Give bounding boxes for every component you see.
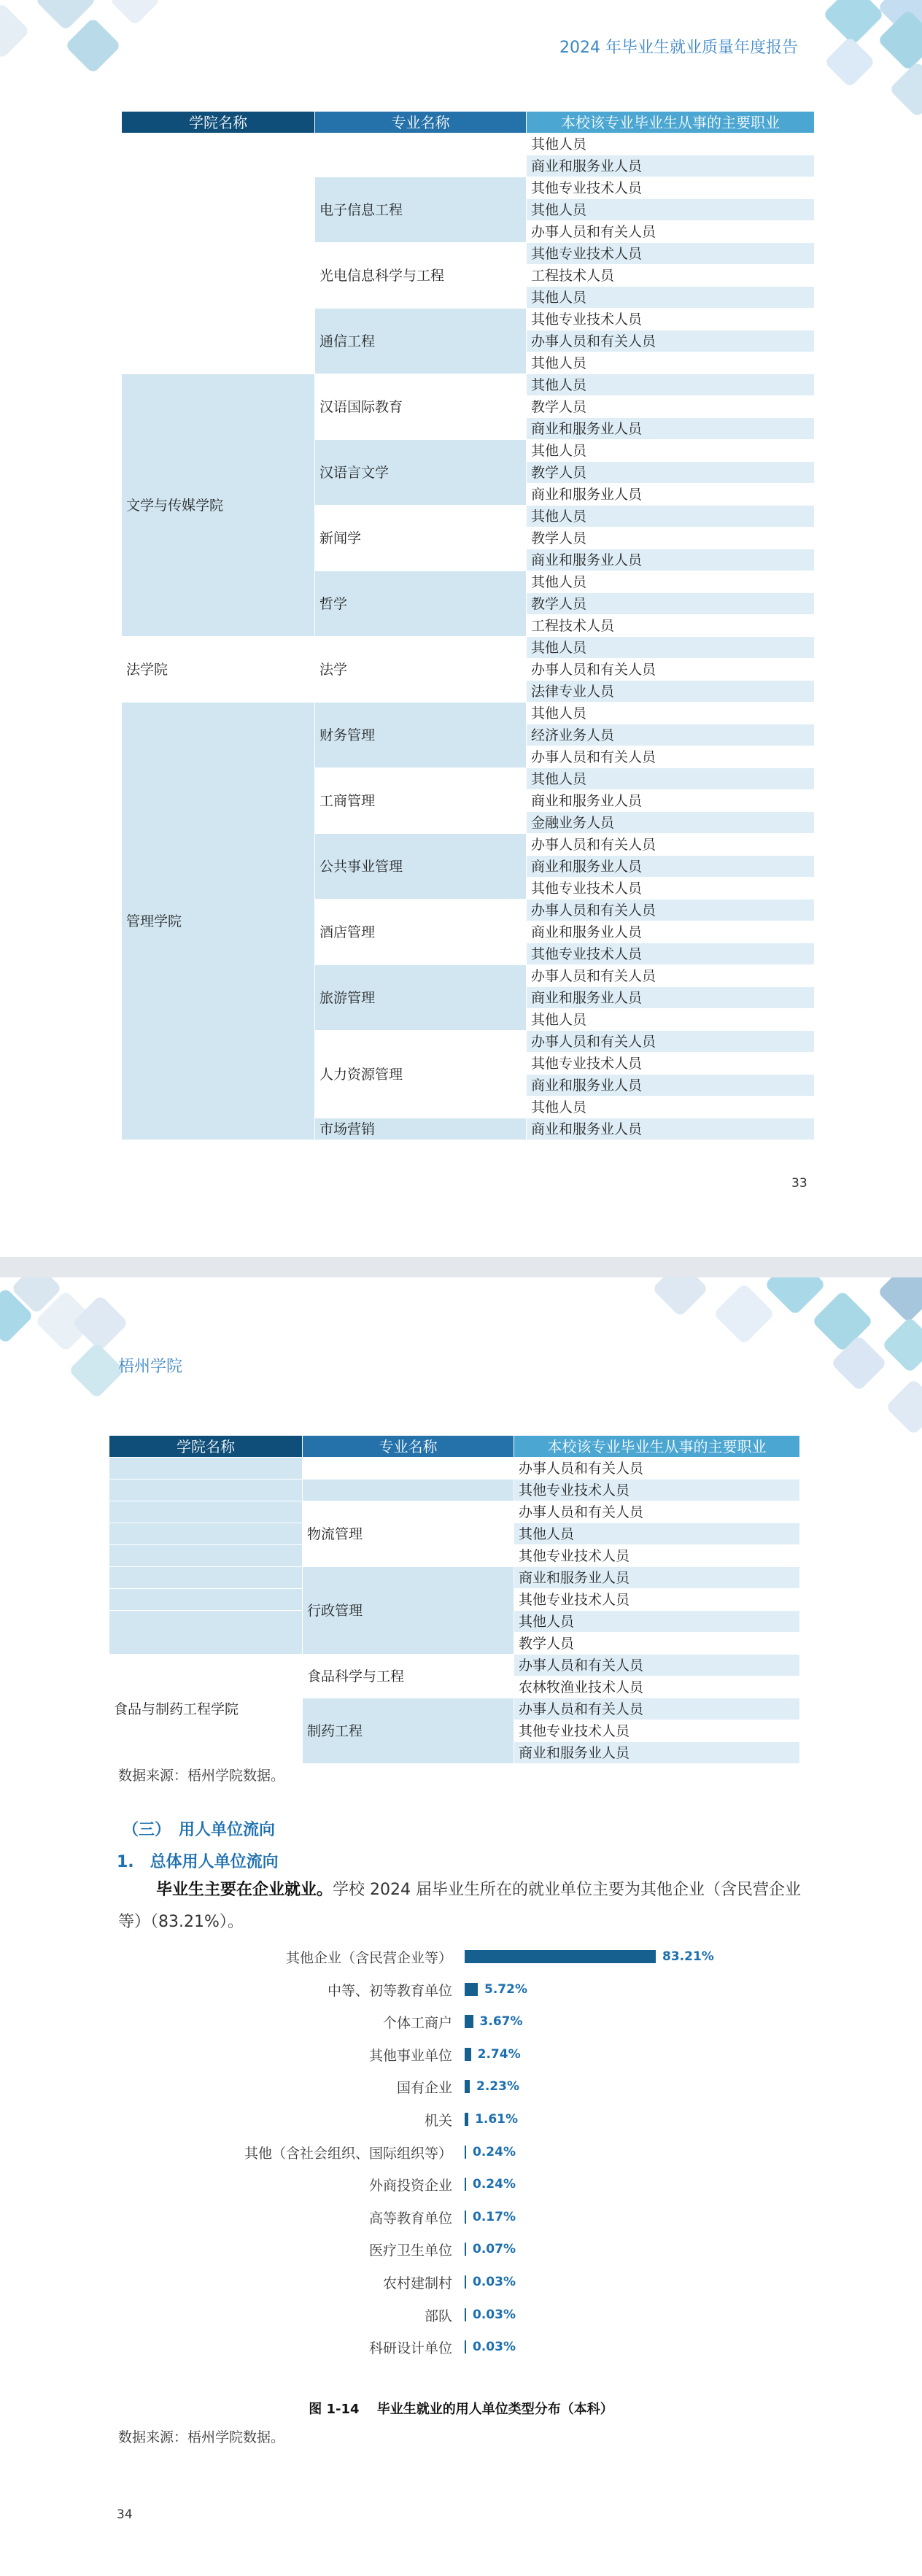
occupation-cell: 其他专业技术人员 bbox=[514, 1720, 800, 1742]
column-header: 本校该专业毕业生从事的主要职业 bbox=[514, 1436, 800, 1458]
data-label: 3.67% bbox=[479, 2014, 523, 2030]
bar bbox=[465, 2178, 466, 2191]
data-label: 0.03% bbox=[473, 2307, 516, 2322]
occupation-cell: 其他人员 bbox=[527, 287, 815, 309]
major-cell: 行政管理 bbox=[303, 1567, 514, 1655]
category-label: 医疗卫生单位 bbox=[368, 2243, 452, 2259]
occupation-cell: 办事人员和有关人员 bbox=[527, 221, 815, 243]
major-cell: 汉语国际教育 bbox=[315, 374, 527, 440]
occupation-cell: 办事人员和有关人员 bbox=[527, 1031, 815, 1053]
occupation-cell: 商业和服务业人员 bbox=[514, 1742, 800, 1764]
major-cell: 食品科学与工程 bbox=[303, 1655, 514, 1698]
college-cell bbox=[109, 1501, 303, 1523]
occupation-table bbox=[121, 111, 815, 1140]
college-cell bbox=[109, 1480, 303, 1501]
column-header: 学院名称 bbox=[122, 112, 315, 134]
paragraph-lead: 毕业生主要在企业就业。 bbox=[156, 1881, 333, 1899]
bar bbox=[465, 2113, 468, 2126]
occupation-cell: 其他人员 bbox=[514, 1611, 800, 1633]
table-row bbox=[109, 1567, 800, 1589]
occupation-cell: 工程技术人员 bbox=[527, 265, 815, 287]
data-label: 83.21% bbox=[662, 1949, 714, 1964]
occupation-cell: 办事人员和有关人员 bbox=[514, 1458, 800, 1480]
major-cell: 光电信息科学与工程 bbox=[315, 243, 527, 309]
college-cell bbox=[109, 1567, 303, 1589]
figure-source-note: 数据来源：梧州学院数据。 bbox=[118, 2429, 285, 2445]
occupation-cell: 其他专业技术人员 bbox=[527, 1053, 815, 1075]
bar bbox=[465, 2015, 473, 2028]
data-label: 0.03% bbox=[473, 2340, 516, 2355]
occupation-cell: 农林牧渔业技术人员 bbox=[514, 1676, 800, 1698]
category-label: 外商投资企业 bbox=[368, 2178, 452, 2194]
running-header: 梧州学院 bbox=[118, 1358, 183, 1376]
data-label: 0.03% bbox=[473, 2275, 516, 2289]
occupation-cell: 其他专业技术人员 bbox=[527, 309, 815, 330]
occupation-cell: 商业和服务业人员 bbox=[527, 987, 815, 1009]
occupation-cell: 其他人员 bbox=[527, 199, 815, 221]
major-cell: 市场营销 bbox=[315, 1118, 527, 1140]
bar bbox=[465, 2340, 466, 2353]
occupation-cell: 法律专业人员 bbox=[527, 681, 815, 703]
bar bbox=[465, 2243, 466, 2256]
bar bbox=[465, 2080, 470, 2093]
occupation-cell: 商业和服务业人员 bbox=[514, 1567, 800, 1589]
occupation-cell: 其他专业技术人员 bbox=[514, 1480, 800, 1501]
data-label: 0.24% bbox=[473, 2177, 516, 2192]
occupation-table-continued bbox=[109, 1435, 800, 1764]
occupation-cell: 其他人员 bbox=[527, 571, 815, 593]
occupation-cell: 办事人员和有关人员 bbox=[527, 965, 815, 987]
data-label: 2.23% bbox=[476, 2079, 519, 2095]
category-label: 机关 bbox=[424, 2113, 452, 2129]
occupation-cell: 商业和服务业人员 bbox=[527, 484, 815, 506]
running-header: 2024 年毕业生就业质量年度报告 bbox=[559, 39, 798, 57]
bar bbox=[465, 2146, 466, 2159]
major-cell: 法学 bbox=[315, 637, 527, 703]
major-cell: 制药工程 bbox=[303, 1698, 514, 1764]
column-header: 本校该专业毕业生从事的主要职业 bbox=[527, 112, 815, 134]
category-label: 中等、初等教育单位 bbox=[327, 1982, 452, 1999]
category-label: 国有企业 bbox=[396, 2080, 452, 2097]
major-cell: 通信工程 bbox=[315, 309, 527, 374]
bar bbox=[465, 2308, 466, 2321]
major-cell: 汉语言文学 bbox=[315, 440, 527, 506]
occupation-cell: 其他人员 bbox=[527, 440, 815, 462]
occupation-cell: 商业和服务业人员 bbox=[527, 1075, 815, 1096]
occupation-cell: 办事人员和有关人员 bbox=[514, 1501, 800, 1523]
occupation-cell: 其他人员 bbox=[514, 1523, 800, 1545]
occupation-cell: 其他人员 bbox=[527, 352, 815, 374]
occupation-cell: 商业和服务业人员 bbox=[527, 921, 815, 943]
body-paragraph bbox=[118, 1874, 804, 1938]
major-cell bbox=[315, 134, 527, 177]
table-source-note: 数据来源：梧州学院数据。 bbox=[118, 1768, 285, 1784]
occupation-cell: 其他专业技术人员 bbox=[527, 177, 815, 199]
bar bbox=[465, 2275, 466, 2289]
occupation-cell: 商业和服务业人员 bbox=[527, 549, 815, 571]
college-cell bbox=[109, 1545, 303, 1567]
occupation-cell: 办事人员和有关人员 bbox=[514, 1655, 800, 1676]
occupation-cell: 其他专业技术人员 bbox=[514, 1545, 800, 1567]
occupation-cell: 其他人员 bbox=[527, 374, 815, 396]
category-label: 其他企业（含民营企业等） bbox=[285, 1950, 452, 1966]
occupation-cell: 商业和服务业人员 bbox=[527, 790, 815, 812]
occupation-cell: 教学人员 bbox=[514, 1633, 800, 1655]
occupation-cell: 办事人员和有关人员 bbox=[527, 834, 815, 856]
category-label: 高等教育单位 bbox=[368, 2210, 452, 2227]
bar bbox=[465, 1950, 656, 1963]
occupation-cell: 办事人员和有关人员 bbox=[514, 1698, 800, 1720]
major-cell: 哲学 bbox=[315, 571, 527, 637]
major-cell: 工商管理 bbox=[315, 768, 527, 834]
college-cell bbox=[109, 1611, 303, 1655]
major-cell: 酒店管理 bbox=[315, 900, 527, 965]
occupation-cell: 其他人员 bbox=[527, 134, 815, 155]
college-cell: 食品与制药工程学院 bbox=[109, 1655, 303, 1764]
occupation-cell: 办事人员和有关人员 bbox=[527, 659, 815, 681]
occupation-cell: 其他专业技术人员 bbox=[527, 878, 815, 900]
occupation-cell: 办事人员和有关人员 bbox=[527, 330, 815, 352]
occupation-cell: 办事人员和有关人员 bbox=[527, 900, 815, 921]
table-row bbox=[122, 134, 815, 155]
category-label: 其他（含社会组织、国际组织等） bbox=[244, 2145, 452, 2162]
column-header: 专业名称 bbox=[315, 112, 527, 134]
major-cell: 财务管理 bbox=[315, 703, 527, 768]
table-row bbox=[109, 1655, 800, 1676]
occupation-cell: 教学人员 bbox=[527, 593, 815, 615]
data-label: 1.61% bbox=[475, 2112, 519, 2127]
major-cell: 物流管理 bbox=[303, 1501, 514, 1567]
occupation-cell: 办事人员和有关人员 bbox=[527, 746, 815, 768]
category-label: 个体工商户 bbox=[382, 2015, 452, 2032]
occupation-cell: 教学人员 bbox=[527, 527, 815, 549]
report-page-33 bbox=[0, 0, 922, 1257]
occupation-cell: 其他人员 bbox=[527, 637, 815, 659]
occupation-cell: 其他人员 bbox=[527, 768, 815, 790]
major-cell: 新闻学 bbox=[315, 506, 527, 571]
category-label: 科研设计单位 bbox=[368, 2340, 452, 2357]
column-header: 专业名称 bbox=[303, 1436, 514, 1458]
college-cell bbox=[122, 134, 315, 374]
data-label: 0.17% bbox=[473, 2209, 516, 2224]
occupation-cell: 其他人员 bbox=[527, 506, 815, 527]
major-cell: 电子信息工程 bbox=[315, 177, 527, 243]
major-cell: 人力资源管理 bbox=[315, 1031, 527, 1118]
occupation-cell: 其他人员 bbox=[527, 1096, 815, 1118]
figure-caption: 图 1-14 毕业生就业的用人单位类型分布（本科） bbox=[309, 2402, 613, 2417]
section-heading: （三） 用人单位流向 bbox=[123, 1821, 276, 1839]
major-cell bbox=[303, 1458, 514, 1480]
bar bbox=[465, 2048, 471, 2061]
college-cell: 法学院 bbox=[122, 637, 315, 703]
occupation-cell: 商业和服务业人员 bbox=[527, 155, 815, 177]
table-header-row bbox=[122, 112, 815, 134]
occupation-cell: 教学人员 bbox=[527, 462, 815, 484]
college-cell: 文学与传媒学院 bbox=[122, 374, 315, 637]
data-label: 0.07% bbox=[473, 2242, 516, 2257]
occupation-cell: 金融业务人员 bbox=[527, 812, 815, 834]
subsection-heading: 1. 总体用人单位流向 bbox=[117, 1853, 279, 1871]
occupation-cell: 工程技术人员 bbox=[527, 615, 815, 637]
bar bbox=[465, 2211, 466, 2224]
table-row bbox=[122, 637, 815, 659]
major-cell bbox=[303, 1480, 514, 1501]
college-cell: 管理学院 bbox=[122, 703, 315, 1140]
college-cell bbox=[109, 1523, 303, 1545]
bar bbox=[465, 1983, 478, 1996]
occupation-cell: 商业和服务业人员 bbox=[527, 418, 815, 440]
major-cell: 旅游管理 bbox=[315, 965, 527, 1031]
page-number: 33 bbox=[791, 1176, 807, 1191]
occupation-cell: 其他人员 bbox=[527, 703, 815, 724]
column-header: 学院名称 bbox=[109, 1436, 303, 1458]
data-label: 5.72% bbox=[484, 1981, 527, 1997]
data-label: 0.24% bbox=[473, 2144, 516, 2159]
table-row bbox=[109, 1480, 800, 1501]
college-cell bbox=[109, 1458, 303, 1480]
table-row bbox=[109, 1458, 800, 1480]
report-page-34 bbox=[0, 1277, 922, 2576]
paragraph-text: 学校 2024 届毕业生所在的就业单位主要为其他企业（含民营企业等）（83.21%）。 bbox=[118, 1881, 801, 1931]
major-cell: 公共事业管理 bbox=[315, 834, 527, 900]
page-gap bbox=[0, 1257, 922, 1277]
table-row bbox=[122, 374, 815, 396]
category-label: 农村建制村 bbox=[382, 2275, 452, 2291]
occupation-cell: 其他专业技术人员 bbox=[514, 1589, 800, 1611]
occupation-cell: 教学人员 bbox=[527, 396, 815, 418]
table-row bbox=[109, 1501, 800, 1523]
data-label: 2.74% bbox=[477, 2046, 521, 2062]
occupation-cell: 商业和服务业人员 bbox=[527, 856, 815, 878]
table-header-row bbox=[109, 1436, 800, 1458]
occupation-cell: 商业和服务业人员 bbox=[527, 1118, 815, 1140]
occupation-cell: 其他人员 bbox=[527, 1009, 815, 1031]
category-label: 其他事业单位 bbox=[368, 2047, 452, 2064]
college-cell bbox=[109, 1589, 303, 1611]
occupation-cell: 其他专业技术人员 bbox=[527, 943, 815, 965]
page-number: 34 bbox=[117, 2507, 133, 2522]
occupation-cell: 其他专业技术人员 bbox=[527, 243, 815, 265]
occupation-cell: 经济业务人员 bbox=[527, 724, 815, 746]
employer-type-bar-chart bbox=[0, 1938, 922, 2357]
category-label: 部队 bbox=[424, 2308, 452, 2324]
table-row bbox=[122, 703, 815, 724]
